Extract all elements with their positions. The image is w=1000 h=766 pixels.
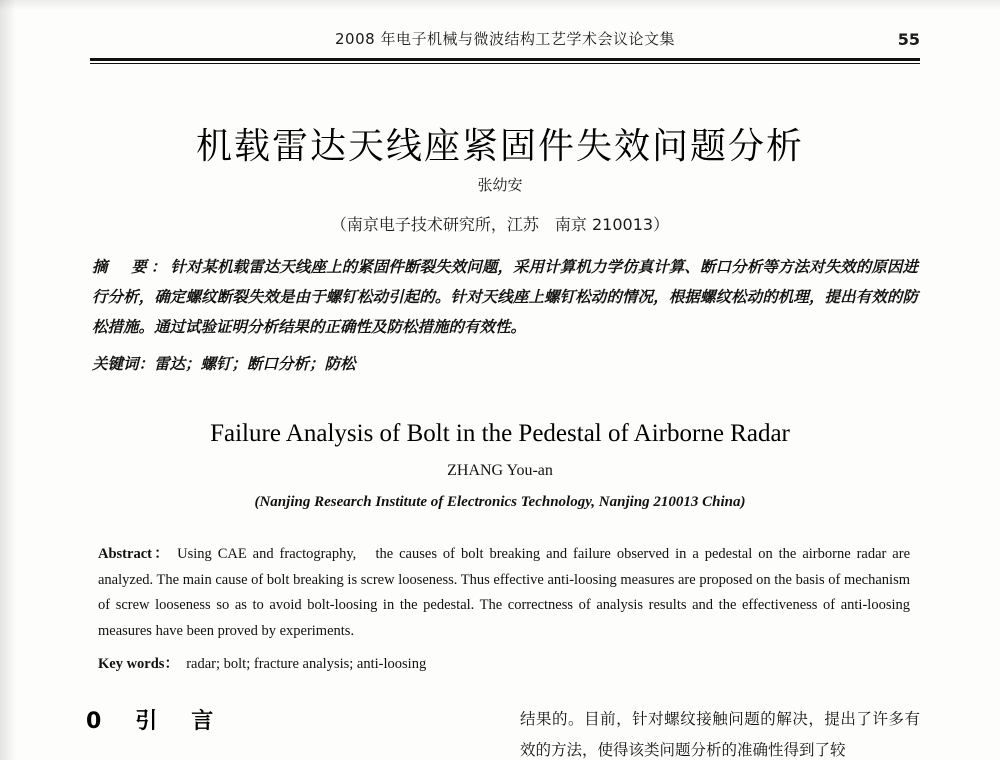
author-english: ZHANG You-an (447, 462, 553, 479)
abstract-english (98, 542, 910, 644)
affiliation-english: (Nanjing Research Institute of Electronics Technology, Nanjing 210013 China) (254, 494, 746, 510)
abstract-chinese (92, 252, 918, 342)
paper-title-english: Failure Analysis of Bolt in the Pedestal of Airborne Radar (210, 420, 790, 447)
page-number: 55 (897, 30, 920, 49)
abstract-label-chinese: 摘 要： (92, 258, 171, 276)
author-chinese: 张幼安 (477, 176, 523, 194)
keywords-text-english: radar; bolt; fracture analysis; anti-loosing (186, 656, 427, 672)
page-edge-shading-left (0, 0, 16, 760)
running-header-title: 2008 年电子机械与微波结构工艺学术会议论文集 (335, 30, 675, 48)
keywords-english (98, 652, 910, 673)
keywords-label-chinese: 关键词： (92, 355, 155, 373)
keywords-text-chinese: 雷达；螺钉；断口分析；防松 (154, 355, 356, 373)
affiliation-chinese: （南京电子技术研究所，江苏 南京 210013） (330, 215, 670, 234)
abstract-text-chinese: 针对某机载雷达天线座上的紧固件断裂失效问题，采用计算机力学仿真计算、断口分析等方法对失效的原因进行分析，确定螺纹断裂失效是由于螺钉松动引起的。针对天线座上螺钉松动的情况，根据螺纹松动的机理，提出有效的防松措施。通过试验证明分析结果的正确性及防松措施的有效性。 (92, 258, 918, 336)
running-header (90, 28, 920, 49)
header-rule-thick (90, 58, 920, 61)
keywords-label-english: Key words： (98, 656, 179, 672)
page-edge-shading-top (0, 0, 1000, 10)
abstract-text-english: Using CAE and fractography, the causes of bolt breaking and failure observed in a pedestal on the airborne radar are analyzed. The main cause of bolt breaking is screw looseness. Thus effective anti-loosing measures are proposed on the basis of mechanism of screw looseness so as to avoid bolt-loosing in the pedestal. The correctness of analysis results and the effectiveness of anti-loosing measures have been proved by experiments. (98, 546, 911, 639)
body-right-column: 结果的。目前，针对螺纹接触问题的解决，提出了许多有效的方法，使得该类问题分析的准确性得到了较 (520, 710, 920, 759)
abstract-label-english: Abstract： (98, 546, 172, 562)
header-rule-thin (90, 63, 920, 64)
section-heading-introduction: 0 引 言 (86, 709, 220, 734)
keywords-chinese (92, 352, 918, 374)
paper-title-chinese: 机载雷达天线座紧固件失效问题分析 (195, 126, 804, 167)
